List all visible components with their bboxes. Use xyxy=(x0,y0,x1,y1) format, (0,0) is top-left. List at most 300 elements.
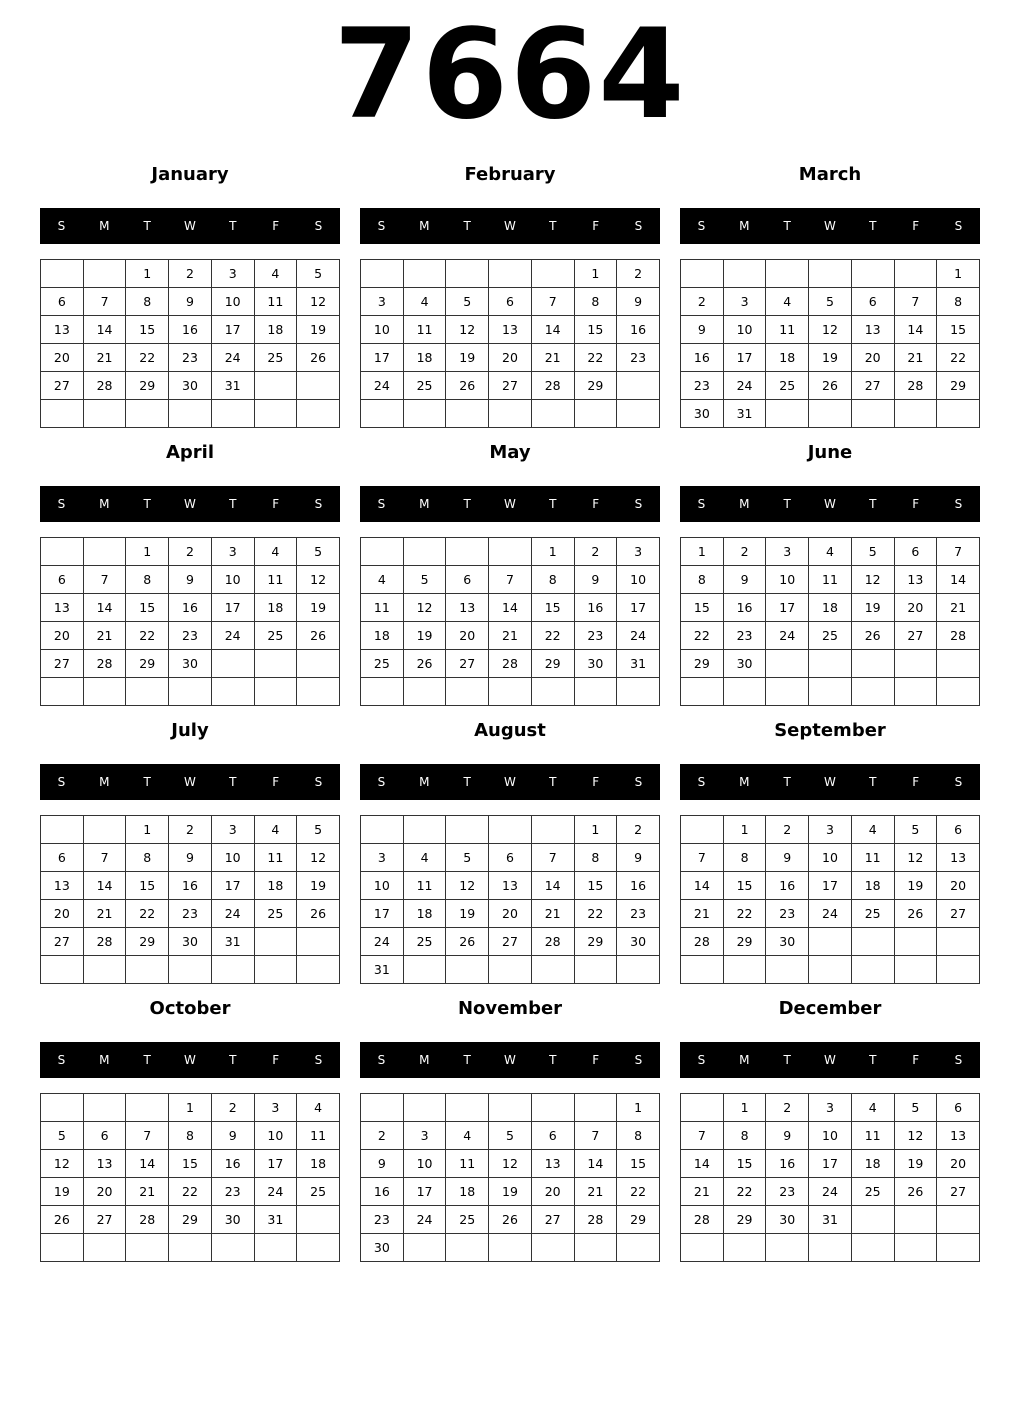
day-cell: 11 xyxy=(403,316,446,344)
day-cell: 19 xyxy=(297,872,340,900)
day-cell: 11 xyxy=(403,872,446,900)
empty-cell xyxy=(937,1234,980,1262)
day-cell: 29 xyxy=(126,928,169,956)
weekday-label: T xyxy=(783,219,791,233)
day-cell: 7 xyxy=(681,844,724,872)
week-row xyxy=(361,872,660,900)
day-cell: 24 xyxy=(809,1178,852,1206)
day-cell: 8 xyxy=(723,1122,766,1150)
day-cell: 28 xyxy=(531,928,574,956)
empty-cell xyxy=(531,956,574,984)
weekday-label: S xyxy=(954,1053,963,1067)
week-row xyxy=(41,372,340,400)
day-cell: 15 xyxy=(723,1150,766,1178)
day-cell: 24 xyxy=(403,1206,446,1234)
day-cell: 29 xyxy=(937,372,980,400)
day-cell: 17 xyxy=(403,1178,446,1206)
day-grid xyxy=(680,1093,980,1262)
day-cell: 11 xyxy=(851,844,894,872)
empty-cell xyxy=(126,400,169,428)
day-cell: 5 xyxy=(851,538,894,566)
week-row xyxy=(681,872,980,900)
day-cell: 13 xyxy=(41,872,84,900)
empty-cell xyxy=(211,678,254,706)
empty-cell xyxy=(809,928,852,956)
week-row xyxy=(681,1094,980,1122)
day-cell: 27 xyxy=(937,900,980,928)
empty-cell xyxy=(766,260,809,288)
weekday-label: T xyxy=(229,219,237,233)
day-cell: 27 xyxy=(489,928,532,956)
empty-cell xyxy=(809,1234,852,1262)
day-cell: 8 xyxy=(126,288,169,316)
day-cell: 28 xyxy=(937,622,980,650)
day-cell: 28 xyxy=(489,650,532,678)
empty-cell xyxy=(851,260,894,288)
weekday-label: T xyxy=(143,497,151,511)
day-cell: 17 xyxy=(723,344,766,372)
day-cell: 4 xyxy=(361,566,404,594)
weekday-header xyxy=(40,486,340,522)
day-cell: 29 xyxy=(126,650,169,678)
week-row xyxy=(41,566,340,594)
empty-cell xyxy=(83,956,126,984)
day-cell: 3 xyxy=(809,1094,852,1122)
day-cell: 29 xyxy=(723,1206,766,1234)
day-cell: 17 xyxy=(361,344,404,372)
weekday-label: M xyxy=(99,1053,110,1067)
empty-cell xyxy=(894,260,937,288)
day-cell: 17 xyxy=(254,1150,297,1178)
week-row xyxy=(681,538,980,566)
weekday-label: S xyxy=(377,219,386,233)
weekday-label: S xyxy=(314,1053,323,1067)
day-cell: 10 xyxy=(211,288,254,316)
day-cell: 9 xyxy=(169,844,212,872)
day-cell: 26 xyxy=(297,344,340,372)
weekday-label: T xyxy=(549,219,557,233)
day-cell: 4 xyxy=(851,816,894,844)
day-cell: 12 xyxy=(403,594,446,622)
empty-cell xyxy=(361,538,404,566)
weekday-label: S xyxy=(377,1053,386,1067)
empty-cell xyxy=(254,650,297,678)
year-title: 7664 xyxy=(333,3,687,147)
day-cell: 2 xyxy=(766,816,809,844)
empty-cell xyxy=(809,650,852,678)
week-row xyxy=(41,650,340,678)
day-cell: 11 xyxy=(809,566,852,594)
empty-cell xyxy=(297,928,340,956)
day-cell: 9 xyxy=(574,566,617,594)
empty-cell xyxy=(723,956,766,984)
empty-cell xyxy=(446,1094,489,1122)
empty-cell xyxy=(489,816,532,844)
day-cell: 22 xyxy=(169,1178,212,1206)
day-cell: 23 xyxy=(766,900,809,928)
day-cell: 6 xyxy=(489,288,532,316)
day-cell: 1 xyxy=(574,260,617,288)
weekday-header xyxy=(680,1042,980,1078)
weekday-header xyxy=(40,1042,340,1078)
day-cell: 24 xyxy=(361,372,404,400)
day-cell: 5 xyxy=(489,1122,532,1150)
weekday-header xyxy=(40,208,340,244)
empty-cell xyxy=(681,816,724,844)
empty-cell xyxy=(809,260,852,288)
day-cell: 1 xyxy=(126,816,169,844)
day-cell: 29 xyxy=(617,1206,660,1234)
weekday-label: S xyxy=(57,219,66,233)
day-cell: 20 xyxy=(41,622,84,650)
day-cell: 3 xyxy=(809,816,852,844)
empty-cell xyxy=(169,678,212,706)
day-cell: 30 xyxy=(574,650,617,678)
day-cell: 28 xyxy=(894,372,937,400)
day-cell: 11 xyxy=(361,594,404,622)
weekday-label: M xyxy=(99,775,110,789)
day-cell: 3 xyxy=(211,260,254,288)
day-cell: 24 xyxy=(361,928,404,956)
day-cell: 17 xyxy=(361,900,404,928)
day-cell: 23 xyxy=(361,1206,404,1234)
day-cell: 22 xyxy=(681,622,724,650)
week-row xyxy=(41,1206,340,1234)
month-name: November xyxy=(457,998,563,1019)
day-cell: 29 xyxy=(574,928,617,956)
weekday-label: T xyxy=(783,1053,791,1067)
empty-cell xyxy=(489,538,532,566)
empty-cell xyxy=(809,956,852,984)
day-cell: 23 xyxy=(211,1178,254,1206)
day-cell: 31 xyxy=(723,400,766,428)
weekday-label: T xyxy=(783,775,791,789)
empty-cell xyxy=(126,1234,169,1262)
day-cell: 17 xyxy=(809,872,852,900)
empty-cell xyxy=(574,678,617,706)
weekday-label: F xyxy=(912,1053,920,1067)
day-grid xyxy=(360,1093,660,1262)
empty-cell xyxy=(574,1094,617,1122)
day-cell: 15 xyxy=(574,872,617,900)
day-cell: 3 xyxy=(361,288,404,316)
day-cell: 23 xyxy=(681,372,724,400)
month-name: January xyxy=(151,164,229,185)
day-cell: 13 xyxy=(894,566,937,594)
empty-cell xyxy=(403,400,446,428)
day-cell: 27 xyxy=(41,928,84,956)
weekday-label: M xyxy=(99,219,110,233)
day-cell: 13 xyxy=(937,1122,980,1150)
day-cell: 26 xyxy=(297,900,340,928)
day-cell: 10 xyxy=(809,1122,852,1150)
day-cell: 16 xyxy=(211,1150,254,1178)
day-cell: 4 xyxy=(851,1094,894,1122)
day-cell: 5 xyxy=(894,1094,937,1122)
weekday-label: T xyxy=(549,497,557,511)
empty-cell xyxy=(446,956,489,984)
day-cell: 1 xyxy=(723,816,766,844)
day-cell: 4 xyxy=(297,1094,340,1122)
day-cell: 21 xyxy=(489,622,532,650)
day-cell: 5 xyxy=(297,816,340,844)
day-cell: 24 xyxy=(723,372,766,400)
weekday-label: W xyxy=(504,1053,516,1067)
day-cell: 16 xyxy=(169,316,212,344)
day-cell: 6 xyxy=(41,566,84,594)
day-cell: 14 xyxy=(126,1150,169,1178)
day-cell: 9 xyxy=(723,566,766,594)
day-cell: 7 xyxy=(937,538,980,566)
week-row xyxy=(41,344,340,372)
day-cell: 29 xyxy=(723,928,766,956)
empty-cell xyxy=(723,678,766,706)
day-cell: 23 xyxy=(766,1178,809,1206)
month-april xyxy=(40,438,340,708)
day-cell: 22 xyxy=(126,344,169,372)
day-cell: 22 xyxy=(126,900,169,928)
day-cell: 28 xyxy=(126,1206,169,1234)
day-cell: 2 xyxy=(766,1094,809,1122)
week-row xyxy=(361,260,660,288)
day-cell: 10 xyxy=(809,844,852,872)
day-cell: 18 xyxy=(297,1150,340,1178)
week-row xyxy=(681,900,980,928)
day-cell: 7 xyxy=(489,566,532,594)
empty-cell xyxy=(254,928,297,956)
month-march xyxy=(680,160,980,430)
day-cell: 12 xyxy=(851,566,894,594)
week-row xyxy=(681,372,980,400)
day-cell: 5 xyxy=(403,566,446,594)
day-cell: 9 xyxy=(766,844,809,872)
weekday-label: T xyxy=(783,497,791,511)
day-cell: 31 xyxy=(211,372,254,400)
day-cell: 14 xyxy=(531,316,574,344)
day-cell: 25 xyxy=(446,1206,489,1234)
day-cell: 21 xyxy=(83,900,126,928)
month-name: February xyxy=(464,164,556,185)
day-cell: 12 xyxy=(446,872,489,900)
empty-cell xyxy=(574,400,617,428)
week-row xyxy=(361,400,660,428)
week-row xyxy=(361,1094,660,1122)
day-cell: 22 xyxy=(723,1178,766,1206)
day-cell: 20 xyxy=(83,1178,126,1206)
weekday-label: W xyxy=(184,219,196,233)
day-cell: 27 xyxy=(489,372,532,400)
week-row xyxy=(41,538,340,566)
day-cell: 20 xyxy=(489,344,532,372)
day-cell: 5 xyxy=(297,260,340,288)
day-cell: 22 xyxy=(937,344,980,372)
day-grid xyxy=(40,537,340,706)
day-cell: 6 xyxy=(894,538,937,566)
day-cell: 6 xyxy=(851,288,894,316)
day-cell: 8 xyxy=(169,1122,212,1150)
week-row xyxy=(41,260,340,288)
weekday-label: T xyxy=(229,1053,237,1067)
day-cell: 4 xyxy=(254,816,297,844)
week-row xyxy=(361,288,660,316)
day-cell: 12 xyxy=(41,1150,84,1178)
weekday-label: W xyxy=(504,775,516,789)
week-row xyxy=(361,1234,660,1262)
day-cell: 1 xyxy=(617,1094,660,1122)
weekday-label: T xyxy=(869,219,877,233)
day-grid xyxy=(360,815,660,984)
weekday-label: F xyxy=(592,497,600,511)
day-cell: 22 xyxy=(574,900,617,928)
day-cell: 15 xyxy=(531,594,574,622)
week-row xyxy=(41,1122,340,1150)
empty-cell xyxy=(169,1234,212,1262)
day-cell: 3 xyxy=(211,538,254,566)
day-cell: 26 xyxy=(446,928,489,956)
week-row xyxy=(41,622,340,650)
empty-cell xyxy=(211,956,254,984)
weekday-label: W xyxy=(824,219,836,233)
weekday-label: S xyxy=(634,219,643,233)
day-cell: 4 xyxy=(403,844,446,872)
day-cell: 12 xyxy=(446,316,489,344)
day-cell: 3 xyxy=(361,844,404,872)
day-cell: 28 xyxy=(681,1206,724,1234)
day-cell: 23 xyxy=(617,344,660,372)
weekday-label: T xyxy=(463,497,471,511)
day-cell: 28 xyxy=(574,1206,617,1234)
empty-cell xyxy=(531,400,574,428)
day-cell: 18 xyxy=(254,872,297,900)
empty-cell xyxy=(403,1094,446,1122)
empty-cell xyxy=(489,260,532,288)
day-cell: 1 xyxy=(681,538,724,566)
empty-cell xyxy=(851,928,894,956)
day-grid xyxy=(40,1093,340,1262)
day-cell: 13 xyxy=(851,316,894,344)
day-cell: 6 xyxy=(937,816,980,844)
day-cell: 6 xyxy=(937,1094,980,1122)
weekday-label: T xyxy=(463,775,471,789)
empty-cell xyxy=(254,372,297,400)
day-cell: 25 xyxy=(766,372,809,400)
weekday-label: S xyxy=(377,497,386,511)
day-cell: 30 xyxy=(169,650,212,678)
day-cell: 11 xyxy=(254,288,297,316)
empty-cell xyxy=(297,1234,340,1262)
weekday-header xyxy=(40,764,340,800)
day-cell: 21 xyxy=(83,344,126,372)
day-cell: 21 xyxy=(681,900,724,928)
empty-cell xyxy=(254,678,297,706)
weekday-header xyxy=(680,486,980,522)
empty-cell xyxy=(83,678,126,706)
weekday-label: S xyxy=(57,1053,66,1067)
day-cell: 7 xyxy=(83,566,126,594)
day-cell: 1 xyxy=(574,816,617,844)
day-cell: 11 xyxy=(297,1122,340,1150)
empty-cell xyxy=(937,956,980,984)
day-cell: 10 xyxy=(766,566,809,594)
day-cell: 7 xyxy=(894,288,937,316)
day-cell: 19 xyxy=(894,872,937,900)
month-name: August xyxy=(474,720,546,741)
day-cell: 14 xyxy=(937,566,980,594)
day-cell: 20 xyxy=(894,594,937,622)
empty-cell xyxy=(446,538,489,566)
day-cell: 25 xyxy=(809,622,852,650)
day-cell: 14 xyxy=(83,872,126,900)
day-cell: 1 xyxy=(531,538,574,566)
day-cell: 18 xyxy=(851,1150,894,1178)
day-cell: 17 xyxy=(211,872,254,900)
empty-cell xyxy=(83,400,126,428)
empty-cell xyxy=(297,372,340,400)
day-cell: 31 xyxy=(617,650,660,678)
day-cell: 22 xyxy=(531,622,574,650)
day-cell: 26 xyxy=(894,900,937,928)
week-row xyxy=(681,816,980,844)
empty-cell xyxy=(83,1094,126,1122)
day-cell: 20 xyxy=(851,344,894,372)
week-row xyxy=(41,400,340,428)
empty-cell xyxy=(489,956,532,984)
empty-cell xyxy=(126,956,169,984)
day-cell: 12 xyxy=(297,566,340,594)
month-september xyxy=(680,716,980,986)
weekday-label: F xyxy=(272,497,280,511)
empty-cell xyxy=(894,1234,937,1262)
day-grid xyxy=(360,537,660,706)
day-cell: 30 xyxy=(169,372,212,400)
weekday-label: S xyxy=(954,497,963,511)
day-cell: 3 xyxy=(617,538,660,566)
day-cell: 21 xyxy=(531,900,574,928)
day-cell: 16 xyxy=(574,594,617,622)
empty-cell xyxy=(894,956,937,984)
day-grid xyxy=(40,259,340,428)
day-cell: 14 xyxy=(894,316,937,344)
day-cell: 25 xyxy=(403,372,446,400)
day-cell: 9 xyxy=(361,1150,404,1178)
day-cell: 14 xyxy=(681,872,724,900)
weekday-label: W xyxy=(504,497,516,511)
day-cell: 9 xyxy=(766,1122,809,1150)
empty-cell xyxy=(403,678,446,706)
month-june xyxy=(680,438,980,708)
empty-cell xyxy=(531,1094,574,1122)
day-cell: 27 xyxy=(531,1206,574,1234)
day-cell: 23 xyxy=(574,622,617,650)
day-cell: 9 xyxy=(681,316,724,344)
day-cell: 15 xyxy=(574,316,617,344)
empty-cell xyxy=(361,260,404,288)
week-row xyxy=(361,566,660,594)
day-cell: 26 xyxy=(489,1206,532,1234)
day-cell: 12 xyxy=(489,1150,532,1178)
empty-cell xyxy=(937,928,980,956)
day-cell: 29 xyxy=(531,650,574,678)
weekday-label: S xyxy=(697,497,706,511)
empty-cell xyxy=(403,956,446,984)
day-cell: 12 xyxy=(297,844,340,872)
month-name: December xyxy=(778,998,882,1019)
day-cell: 26 xyxy=(894,1178,937,1206)
empty-cell xyxy=(211,1234,254,1262)
day-cell: 14 xyxy=(489,594,532,622)
weekday-label: W xyxy=(184,1053,196,1067)
day-cell: 28 xyxy=(681,928,724,956)
